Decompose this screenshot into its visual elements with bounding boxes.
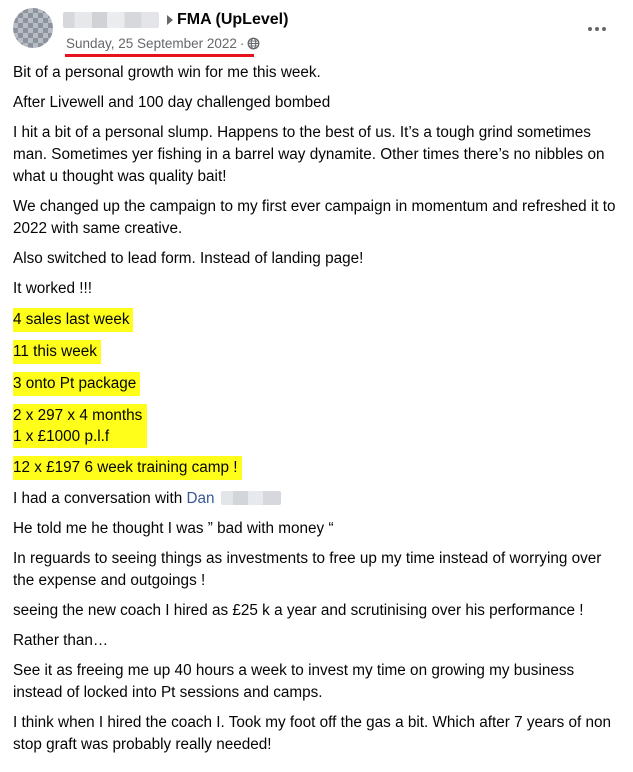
post-paragraph: I think when I hired the coach I. Took my foot off the gas a bit. Which after 7 years of non stop graft was probably really needed!	[13, 714, 612, 753]
post-paragraph: Rather than…	[13, 632, 109, 649]
highlight-text: 12 x £197 6 week training camp !	[13, 456, 242, 480]
post-paragraph: In reguards to seeing things as investments to free up my time instead of worrying over the expense and outgoings !	[13, 550, 602, 589]
post-paragraph: After Livewell and 100 day challenged bombed	[13, 94, 331, 111]
highlighted-line	[13, 340, 623, 364]
post-paragraph: See it as freeing me up 40 hours a week to invest my time on growing my business instead of locked into Pt sessions and camps.	[13, 662, 575, 701]
post-meta	[66, 36, 260, 51]
highlighted-block	[13, 404, 623, 448]
meta-separator: ·	[239, 36, 245, 51]
post-paragraph: We changed up the campaign to my first ever campaign in momentum and refreshed it to 2022 with same creative.	[13, 198, 616, 237]
author-avatar[interactable]	[13, 8, 53, 48]
more-horizontal-icon[interactable]	[588, 22, 610, 36]
post-paragraph: I hit a bit of a personal slump. Happens to the best of us. It’s a tough grind sometimes man. Sometimes yer fishing in a barrel way dynamite. Other times there’s no nibbles on what u thought was quality bait!	[13, 124, 605, 185]
post-paragraph: It worked !!!	[13, 280, 93, 297]
highlight-text: 1 x £1000 p.l.f	[13, 428, 110, 445]
post-paragraph: Bit of a personal growth win for me this week.	[13, 64, 321, 81]
post-body	[13, 62, 623, 756]
mention-surname-redacted	[221, 491, 281, 505]
post-paragraph: seeing the new coach I hired as £25 k a year and scrutinising over his performance !	[13, 602, 584, 619]
group-name-link[interactable]: FMA (UpLevel)	[177, 11, 289, 28]
post-paragraph	[13, 488, 623, 510]
post-paragraph: He told me he thought I was ” bad with money “	[13, 520, 334, 537]
highlight-text: 11 this week	[13, 340, 101, 364]
highlighted-line	[13, 308, 623, 332]
author-name-redacted[interactable]	[63, 12, 159, 28]
post-paragraph: Also switched to lead form. Instead of landing page!	[13, 250, 364, 267]
highlight-text: 3 onto Pt package	[13, 372, 140, 396]
date-annotation-underline	[65, 54, 254, 57]
globe-icon[interactable]	[247, 37, 260, 50]
post-date-link[interactable]: Sunday, 25 September 2022	[66, 36, 237, 51]
paragraph-text: I had a conversation with	[13, 490, 187, 507]
highlighted-line	[13, 456, 623, 480]
caret-right-icon	[167, 15, 173, 25]
highlighted-line	[13, 372, 623, 396]
user-mention-link[interactable]: Dan	[186, 490, 215, 507]
highlight-text: 2 x 297 x 4 months	[13, 407, 143, 424]
highlight-block	[13, 404, 147, 448]
highlight-text: 4 sales last week	[13, 308, 133, 332]
